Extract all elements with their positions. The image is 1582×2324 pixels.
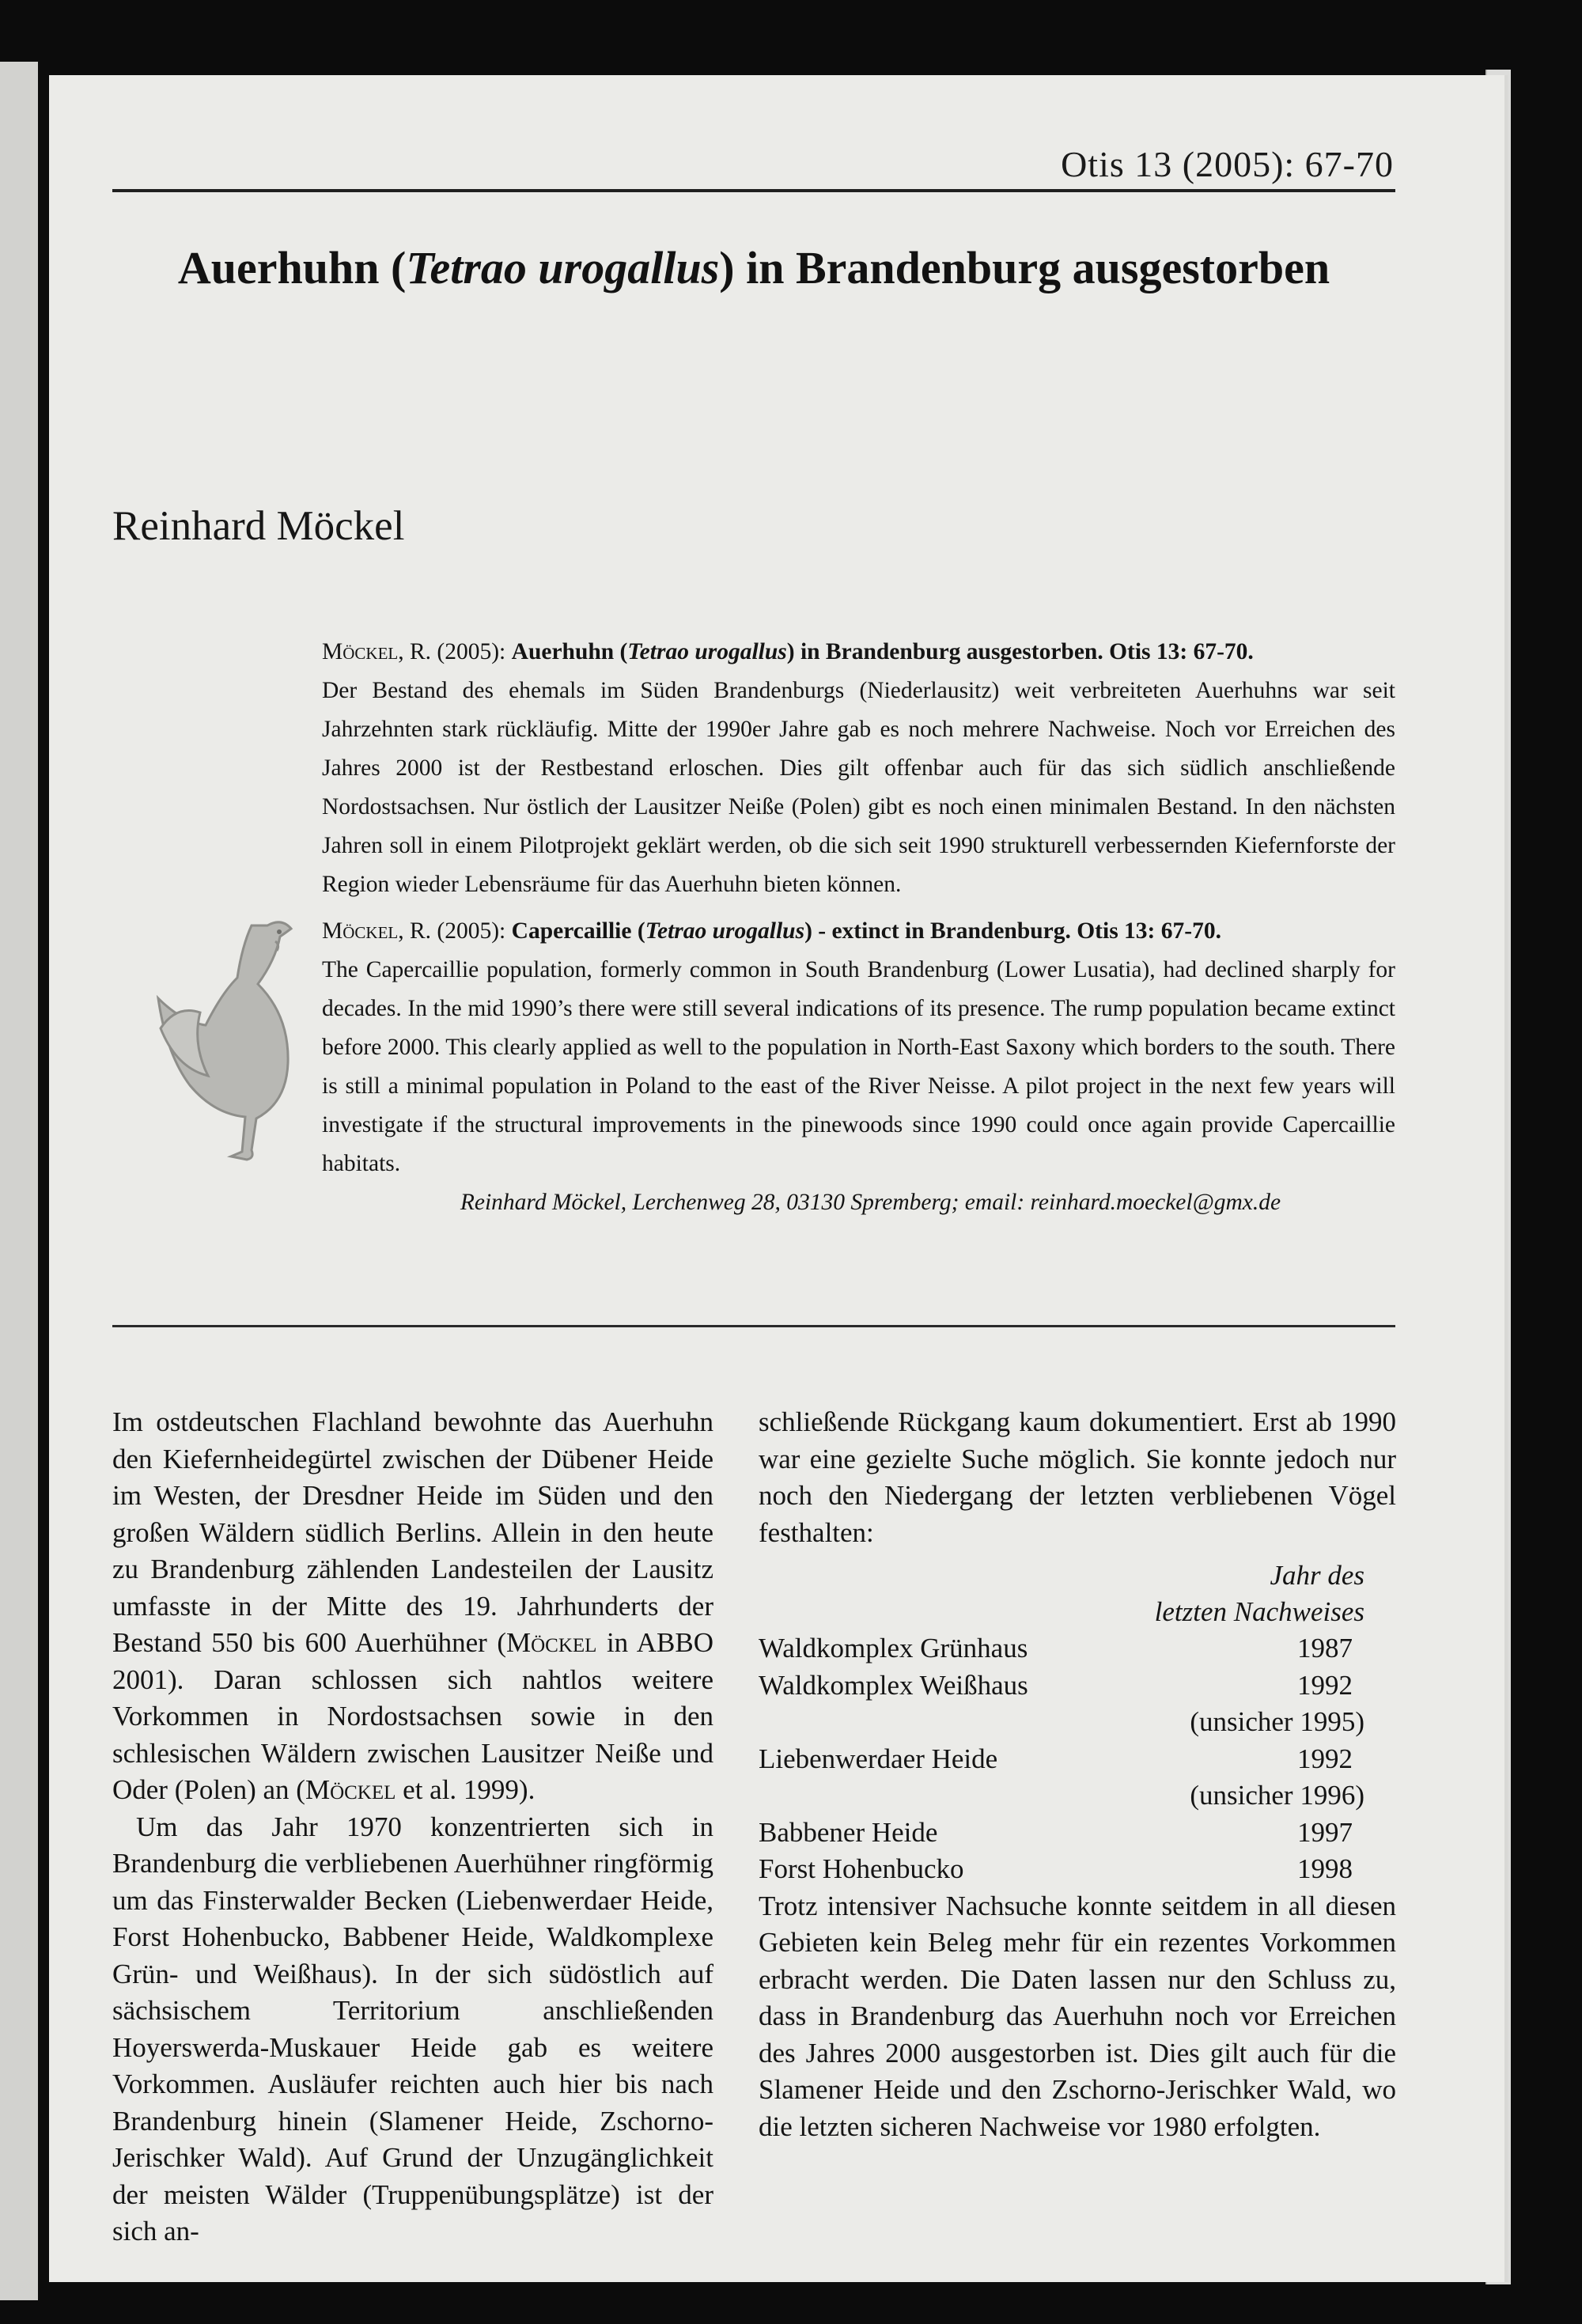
capercaillie-illustration-icon: [149, 894, 315, 1194]
abstract-section: [322, 633, 1395, 1222]
record-year: 1997: [1297, 1816, 1353, 1848]
abstract-english-citation: Möckel, R. (2005): Capercaillie (Tetrao urogallus) - extinct in Brandenburg. Otis 13: 67-70.: [322, 918, 1221, 944]
header-rule: [112, 189, 1395, 192]
abstract-english-text: The Capercaillie population, formerly common in South Brandenburg (Lower Lusatia), had declined sharply for decades. In the mid 1990’s there were still several indications of its presence. The rump population became extinct before 2000. This clearly applied as well to the population in North-East Saxony which borders to the south. There is still a minimal population in Poland to the east of the River Neisse. A pilot project in the next few years will investigate if the structural improvements in the pinewoods since 1990 could once again provide Capercaillie habitats.: [322, 957, 1395, 1176]
abstract-rule: [112, 1325, 1395, 1327]
abstract-english: [322, 912, 1395, 1183]
record-year: 1992: [1297, 1743, 1353, 1774]
article-title: Auerhuhn (Tetrao urogallus) in Brandenburg ausgestorben: [177, 242, 1330, 293]
body-paragraph: Im ostdeutschen Flachland bewohnte das Auerhuhn den Kiefernheidegürtel zwischen der Dübener Heide im Westen, der Dresdner Heide im Süden und den großen Wäldern südlich Berlins. Allein in den heute zu Brandenburg zählenden Landesteilen der Lausitz umfasste in der Mitte des 19. Jahrhunderts der Bestand 550 bis 600 Auerhühner (Möckel in ABBO 2001). Daran schlossen sich nahtlos weitere Vorkommen in Nordostsachsen sowie in den schlesischen Wäldern zwischen Lausitzer Neiße und Oder (Polen) an (Möckel et al. 1999).: [112, 1406, 713, 1805]
record-year: 1998: [1297, 1853, 1353, 1884]
records-table: [759, 1558, 1396, 1888]
record-place: Babbener Heide: [759, 1816, 938, 1848]
records-row: [759, 1815, 1396, 1852]
abstract-german-citation: Möckel, R. (2005): Auerhuhn (Tetrao urogallus) in Brandenburg ausgestorben. Otis 13: 67-70.: [322, 639, 1254, 664]
body-paragraph: Trotz intensiver Nachsuche konnte seitdem in all diesen Gebieten kein Beleg mehr für ein rezentes Vorkommen erbracht werden. Die Daten lassen nur den Schluss zu, dass in Brandenburg das Auerhuhn noch vor Erreichen des Jahres 2000 ausgestorben ist. Dies gilt auch für die Slamener Heide und den Zschorno-Jerischker Wald, wo die letzten sicheren Nachweise vor 1980 erfolgten.: [759, 1890, 1396, 2142]
record-place: Waldkomplex Weißhaus: [759, 1669, 1028, 1701]
body-paragraph: schließende Rückgang kaum dokumentiert. Erst ab 1990 war eine gezielte Suche möglich. Sie konnte jedoch nur noch den Niedergang der letzten verbliebenen Vögel festhalten:: [759, 1406, 1396, 1548]
body-paragraph: Um das Jahr 1970 konzentrierten sich in Brandenburg die verbliebenen Auerhühner ringförmig um das Finsterwalder Becken (Liebenwerdaer Heide, Forst Hohenbucko, Babbener Heide, Waldkomplexe Grün- und Weißhaus). In der sich südöstlich auf sächsischem Territorium anschließenden Hoyerswerda-Muskauer Heide gab es weitere Vorkommen. Ausläufer reichten auch hier bis nach Brandenburg hinein (Slamener Heide, Zschorno-Jerischker Wald). Auf Grund der Unzugänglichkeit der meisten Wälder (Truppenübungsplätze) ist der sich an-: [112, 1811, 713, 2246]
article-author: Reinhard Möckel: [112, 503, 405, 549]
adjacent-page-edge: [0, 62, 38, 2300]
journal-page: [49, 75, 1504, 2282]
journal-reference: Otis 13 (2005): 67-70: [1061, 144, 1394, 184]
author-address: Reinhard Möckel, Lerchenweg 28, 03130 Spremberg; email: reinhard.moeckel@gmx.de: [460, 1190, 1281, 1215]
record-year: 1992: [1297, 1669, 1353, 1701]
abstract-german-text: Der Bestand des ehemals im Süden Brandenburgs (Niederlausitz) weit verbreiteten Auerhuhns war seit Jahrzehnten stark rückläufig. Mitte der 1990er Jahre gab es noch mehrere Nachweise. Noch vor Erreichen des Jahres 2000 ist der Restbestand erloschen. Dies gilt offenbar auch für das sich südlich anschließende Nordostsachsen. Nur östlich der Lausitzer Neiße (Polen) gibt es noch einen minimalen Bestand. In den nächsten Jahren soll in einem Pilotprojekt geklärt werden, ob die sich seit 1990 strukturell verbessernden Kiefernforste der Region wieder Lebensräume für das Auerhuhn bieten können.: [322, 678, 1395, 897]
records-table-header: Jahr des letzten Nachweises: [1154, 1560, 1364, 1627]
records-row: [759, 1741, 1396, 1815]
record-note: (unsicher 1996): [1190, 1780, 1364, 1811]
records-row: [759, 1630, 1396, 1667]
record-note: (unsicher 1995): [1190, 1706, 1364, 1737]
record-year: 1987: [1297, 1633, 1353, 1664]
records-row: [759, 1667, 1396, 1741]
record-place: Waldkomplex Grünhaus: [759, 1633, 1028, 1664]
body-column-right: [759, 1404, 1396, 2145]
records-row: [759, 1851, 1396, 1888]
abstract-german: [322, 633, 1395, 904]
record-place: Forst Hohenbucko: [759, 1853, 964, 1884]
record-place: Liebenwerdaer Heide: [759, 1743, 998, 1774]
body-column-left: [112, 1404, 713, 2250]
